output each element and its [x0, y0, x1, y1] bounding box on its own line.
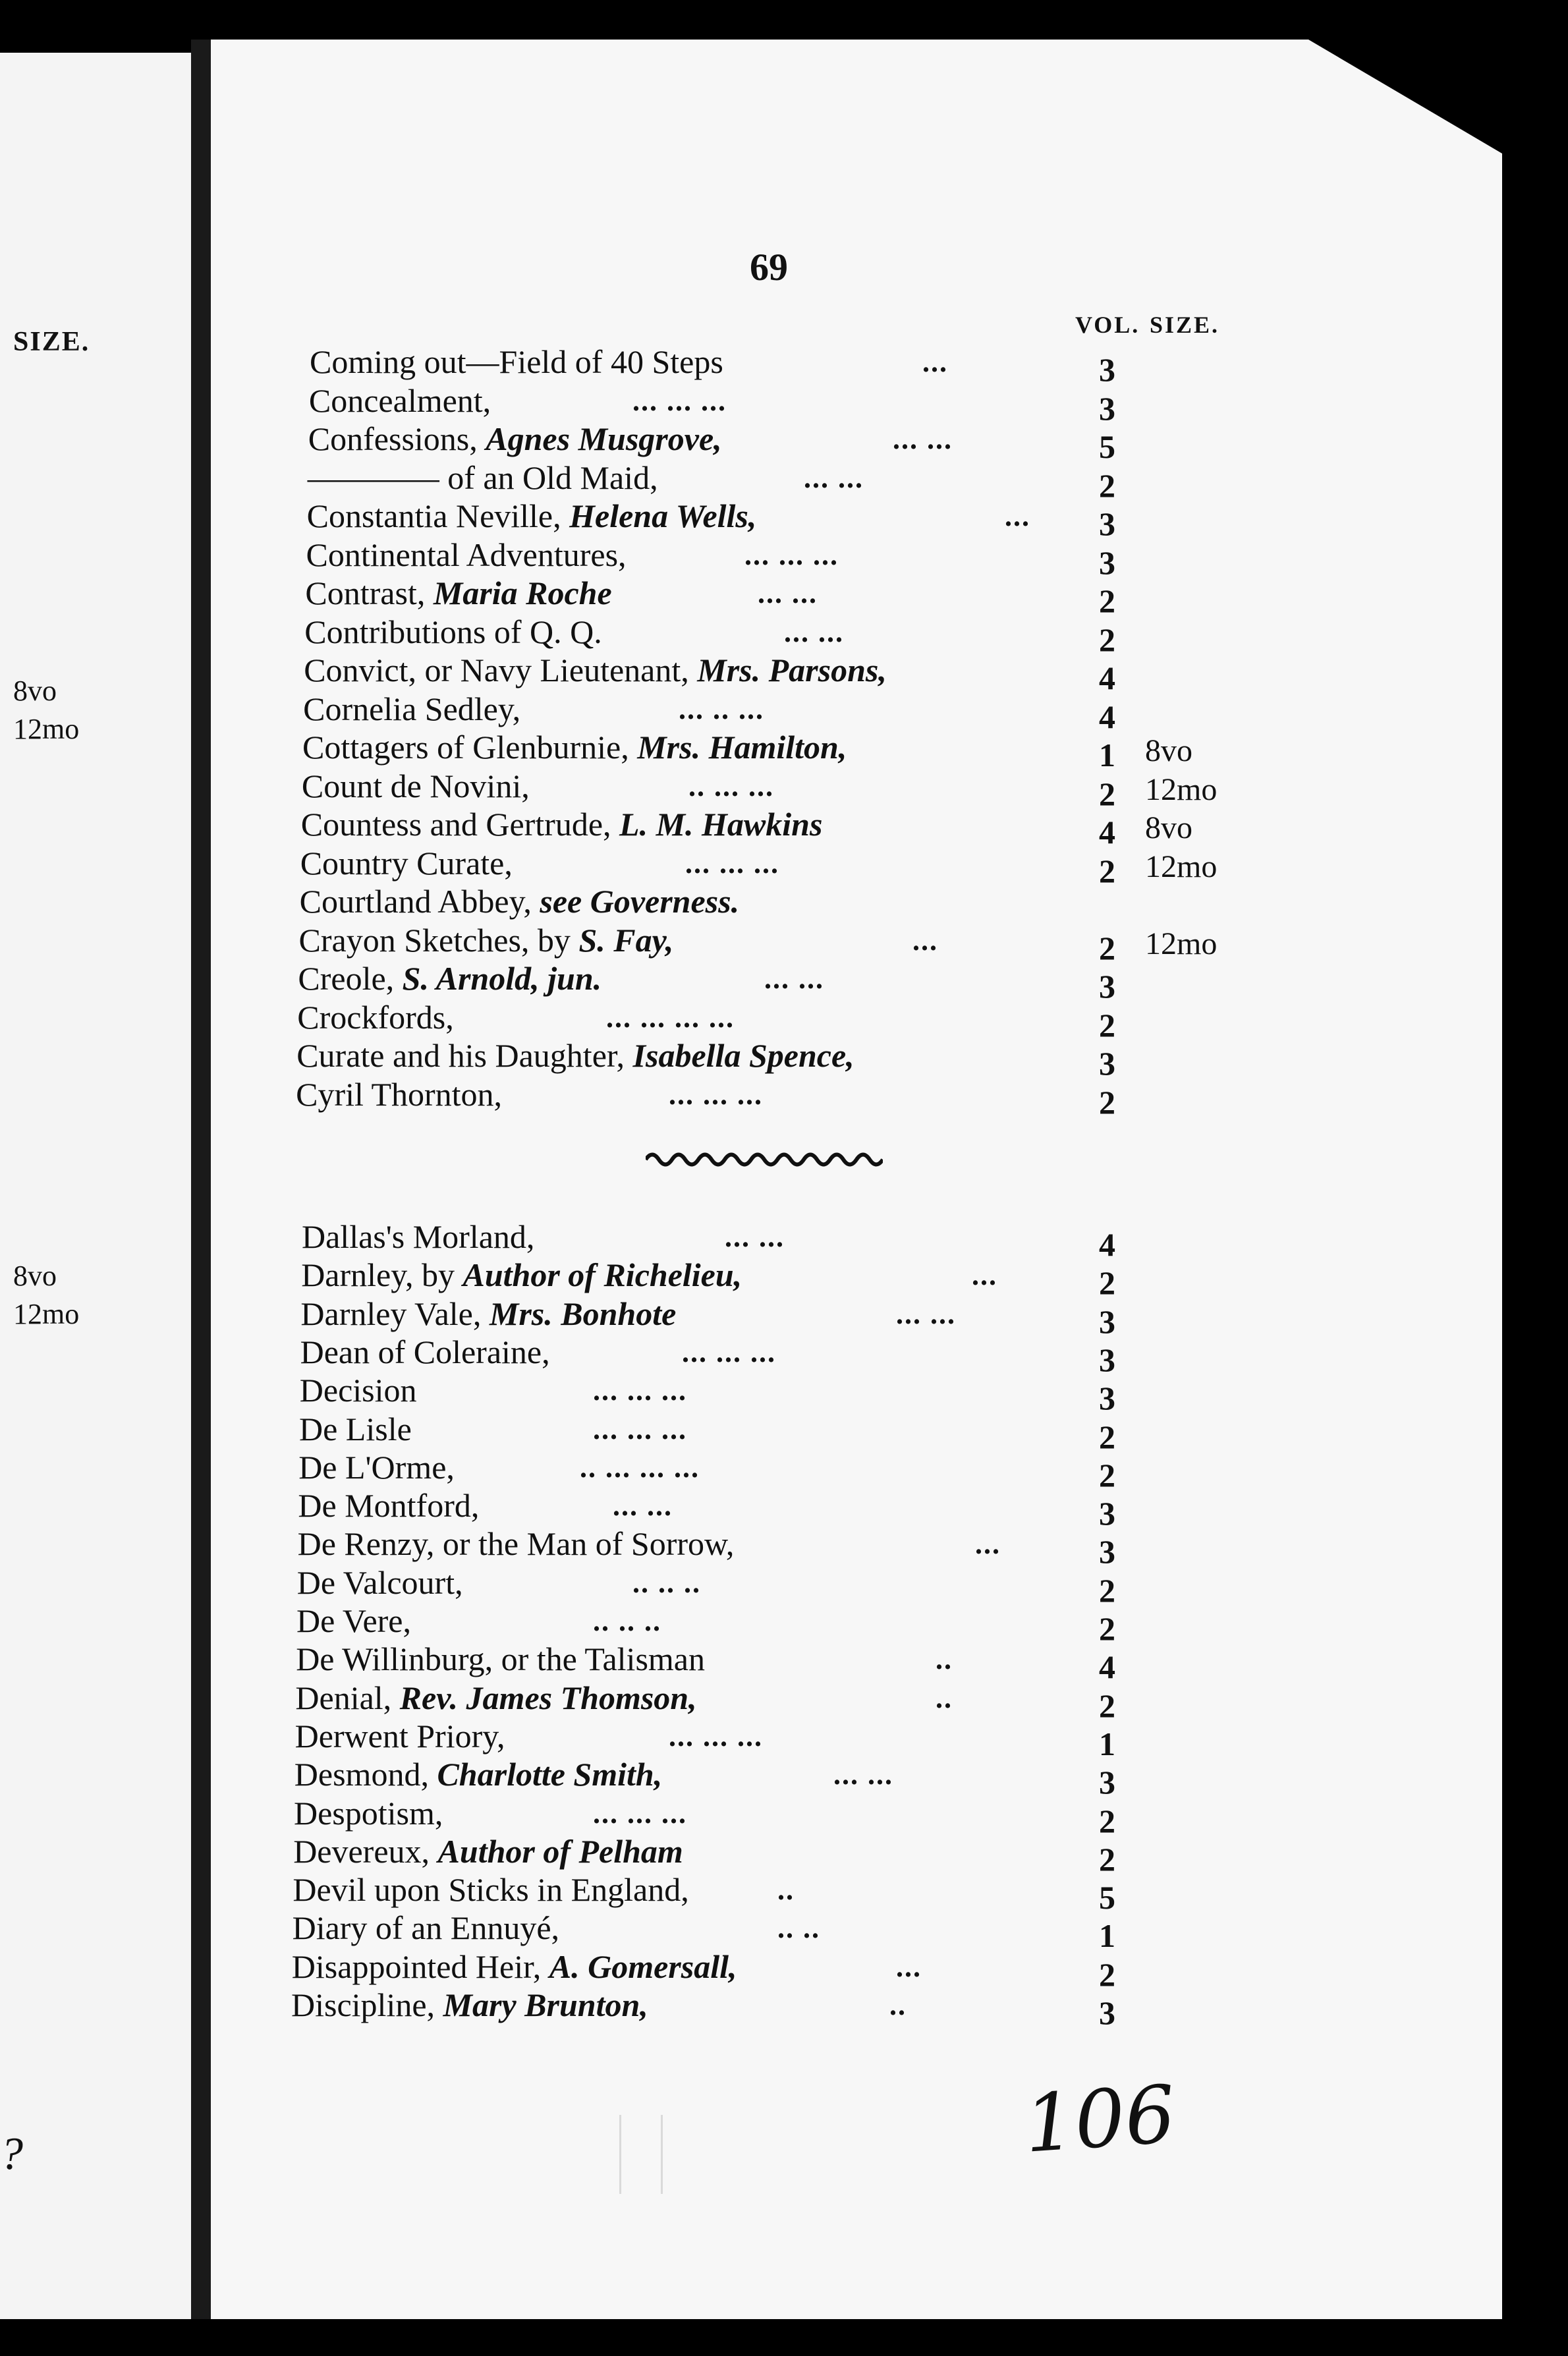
catalog-entry — [0, 381, 1568, 427]
entry-volumes: 3 — [1099, 1380, 1115, 1417]
entry-author: Author of Pelham — [437, 1832, 683, 1870]
entry-title — [298, 959, 602, 997]
entry-size: 8vo — [1145, 810, 1192, 845]
entry-title — [300, 1295, 676, 1333]
catalog-entry — [0, 1909, 1568, 1955]
entry-volumes: 1 — [1099, 1917, 1115, 1955]
entry-title — [300, 1371, 417, 1409]
entry-title-text: Curate and his Daughter, — [296, 1037, 633, 1074]
entry-title-text: Confessions, — [308, 420, 486, 457]
leader-dots: ... ... — [896, 1297, 956, 1330]
entry-title-text: Crayon Sketches, by — [298, 921, 579, 959]
entry-title-text: Continental Adventures, — [306, 536, 627, 573]
catalog-entry — [0, 1679, 1568, 1724]
entry-title — [298, 1448, 455, 1486]
entry-author: Agnes Musgrove, — [486, 420, 722, 457]
entry-volumes: 2 — [1099, 1418, 1115, 1455]
entry-author: Mrs. Parsons, — [697, 652, 887, 688]
entry-title-text: Discipline, — [291, 1986, 443, 2023]
entry-author: Maria Roche — [433, 575, 612, 611]
entry-title — [303, 690, 520, 728]
entry-title — [294, 1755, 662, 1793]
entry-title — [300, 882, 740, 920]
catalog-entry — [0, 1870, 1568, 1917]
entry-author: S. Fay, — [578, 921, 674, 959]
entry-volumes: 4 — [1099, 1648, 1115, 1686]
leader-dots: .. — [777, 1874, 795, 1907]
entry-volumes: 2 — [1099, 1456, 1115, 1494]
entry-volumes: 2 — [1099, 929, 1115, 967]
entry-title — [300, 1333, 550, 1371]
entry-title-text: Dallas's Morland, — [302, 1218, 535, 1255]
entry-author: Rev. James Thomson, — [399, 1679, 697, 1716]
entry-title — [308, 459, 658, 497]
entry-title — [298, 1525, 735, 1563]
leader-dots: ... ... — [833, 1758, 893, 1791]
entry-title — [306, 536, 627, 574]
catalog-entry — [0, 844, 1568, 889]
catalog-entry — [0, 767, 1568, 812]
entry-volumes: 3 — [1099, 351, 1115, 388]
leader-dots: ... ... ... — [669, 1078, 763, 1111]
leader-dots: ... ... ... — [682, 1335, 776, 1368]
entry-volumes: 2 — [1099, 1610, 1115, 1647]
entry-size: 12mo — [1145, 771, 1218, 807]
entry-size: 12mo — [1145, 849, 1218, 884]
entry-title-text: Despotism, — [294, 1794, 443, 1832]
left-size-header: SIZE. — [13, 327, 90, 357]
entry-volumes: 3 — [1099, 389, 1115, 427]
entry-title — [299, 1410, 412, 1448]
entry-volumes: 3 — [1099, 505, 1115, 542]
leader-dots: ... — [922, 346, 948, 378]
entry-author: A. Gomersall, — [549, 1948, 737, 1985]
entry-volumes: 3 — [1099, 968, 1115, 1005]
entry-title — [291, 1986, 648, 2024]
entry-title-text: Convict, or Navy Lieutenant, — [304, 652, 698, 688]
leader-dots: ... ... — [784, 615, 844, 648]
left-margin-glyph: ? — [0, 2129, 23, 2179]
leader-dots: ... ... ... — [593, 1374, 687, 1407]
entry-volumes: 3 — [1099, 1045, 1115, 1082]
entry-title — [302, 728, 847, 766]
catalog-entry — [0, 1256, 1568, 1302]
catalog-entry — [0, 1218, 1568, 1263]
entry-title — [299, 921, 674, 959]
catalog-entry — [0, 1295, 1568, 1340]
leader-dots: ... — [896, 1950, 922, 1983]
faint-stamp-mark — [619, 2115, 663, 2194]
entry-title — [301, 1256, 742, 1294]
entry-title-text: Coming out—Field of 40 Steps — [310, 343, 723, 380]
entry-title — [304, 613, 602, 651]
entry-title-text: Crockfords, — [297, 998, 454, 1036]
leader-dots: ... ... — [893, 423, 953, 455]
entry-author: Isabella Spence, — [632, 1037, 854, 1074]
entry-volumes: 4 — [1099, 814, 1115, 851]
catalog-entry — [0, 805, 1568, 851]
catalog-entry — [0, 921, 1568, 967]
entry-volumes: 2 — [1099, 466, 1115, 504]
catalog-entry — [0, 1371, 1568, 1417]
entry-title — [302, 1218, 534, 1256]
entry-volumes: 2 — [1099, 621, 1115, 658]
catalog-entry — [0, 1986, 1568, 2031]
catalog-entry — [0, 1640, 1568, 1686]
entry-volumes: 3 — [1099, 1495, 1115, 1532]
catalog-entry — [0, 497, 1568, 542]
entry-title-text: Derwent Priory, — [294, 1717, 505, 1754]
entry-title-text: De Renzy, or the Man of Sorrow, — [297, 1525, 735, 1563]
page-number: 69 — [750, 246, 788, 289]
entry-title-text: Dean of Coleraine, — [300, 1333, 550, 1370]
catalog-entry — [0, 420, 1568, 465]
entry-title — [296, 1075, 502, 1113]
leader-dots: ... — [975, 1528, 1001, 1561]
entry-volumes: 2 — [1099, 1264, 1115, 1302]
entry-title — [295, 1717, 505, 1755]
leader-dots: ... ... ... — [632, 384, 727, 417]
entry-title-text: De Montford, — [298, 1487, 480, 1525]
entry-volumes: 3 — [1099, 544, 1115, 581]
entry-title — [305, 574, 611, 612]
column-header-vol: VOL. — [1075, 312, 1140, 338]
entry-title — [296, 1602, 411, 1640]
catalog-entry — [0, 536, 1568, 581]
entry-title-text: Constantia Neville, — [306, 497, 570, 534]
entry-volumes: 1 — [1099, 1725, 1115, 1762]
entry-title-text: Concealment, — [308, 381, 491, 419]
entry-volumes: 2 — [1099, 852, 1115, 889]
entry-title-text: Darnley Vale, — [300, 1295, 490, 1332]
leader-dots: .. ... ... ... — [580, 1451, 700, 1484]
section-ornament — [646, 1146, 883, 1173]
left-format: 8vo — [13, 1260, 57, 1292]
leader-dots: ... ... — [613, 1490, 673, 1523]
entry-title — [293, 1870, 688, 1909]
catalog-entry — [0, 1486, 1568, 1532]
entry-title-text: De Vere, — [296, 1602, 411, 1639]
entry-title-text: Cyril Thornton, — [296, 1075, 503, 1113]
catalog-entry — [0, 613, 1568, 658]
leader-dots: .. .. .. — [632, 1566, 701, 1599]
catalog-entry — [0, 1036, 1568, 1082]
leader-dots: ... — [912, 924, 938, 957]
catalog-entry — [0, 1410, 1568, 1455]
entry-volumes: 3 — [1099, 1764, 1115, 1801]
entry-author: S. Arnold, jun. — [402, 960, 602, 997]
catalog-entry — [0, 728, 1568, 773]
entry-title — [295, 1679, 696, 1717]
entry-title-text: Cornelia Sedley, — [303, 690, 521, 727]
leader-dots: .. — [936, 1681, 953, 1714]
entry-volumes: 4 — [1099, 659, 1115, 696]
catalog-entry — [0, 882, 1568, 920]
entry-author: Helena Wells, — [569, 497, 757, 534]
leader-dots: .. — [936, 1643, 953, 1676]
entry-volumes: 5 — [1099, 1879, 1115, 1917]
leader-dots: ... ... — [764, 963, 824, 995]
entry-volumes: 2 — [1099, 1802, 1115, 1839]
entry-volumes: 2 — [1099, 1955, 1115, 1993]
entry-title — [307, 497, 757, 535]
catalog-entry — [0, 1075, 1568, 1121]
catalog-entry — [0, 459, 1568, 504]
entry-author: Mrs. Hamilton, — [637, 729, 847, 766]
leader-dots: ... ... — [725, 1221, 785, 1253]
entry-volumes: 4 — [1099, 1226, 1115, 1263]
entry-title-text: Desmond, — [294, 1756, 437, 1793]
entry-title — [300, 844, 513, 882]
entry-title-text: Creole, — [298, 960, 403, 997]
entry-title-text: Devereux, — [293, 1832, 438, 1870]
entry-title — [292, 1948, 737, 1986]
catalog-entry — [0, 1717, 1568, 1762]
entry-author: Charlotte Smith, — [437, 1756, 663, 1793]
leader-dots: .. .. .. — [593, 1605, 661, 1637]
entry-title — [293, 1909, 559, 1947]
entry-title-text: De Willinburg, or the Talisman — [296, 1641, 705, 1678]
catalog-entry — [0, 574, 1568, 619]
leader-dots: ... ... ... — [669, 1720, 763, 1753]
entry-volumes: 2 — [1099, 1006, 1115, 1044]
entry-title-text: ———— of an Old Maid, — [307, 459, 658, 496]
entry-title — [296, 1640, 705, 1678]
entry-title — [293, 1832, 683, 1870]
entry-title — [304, 651, 887, 689]
entry-title-text: Contrast, — [305, 575, 434, 611]
entry-title-text: De Lisle — [299, 1410, 412, 1447]
entry-size: 12mo — [1145, 926, 1218, 961]
leader-dots: ... .. ... — [679, 692, 764, 725]
leader-dots: ... — [1005, 500, 1030, 532]
catalog-entry — [0, 1794, 1568, 1839]
catalog-entry — [0, 1602, 1568, 1647]
leader-dots: ... ... — [804, 461, 864, 494]
handwritten-number: 106 — [1021, 2069, 1179, 2171]
entry-title — [302, 767, 530, 805]
entry-title — [294, 1794, 443, 1832]
entry-volumes: 2 — [1099, 1571, 1115, 1609]
catalog-entry — [0, 1525, 1568, 1571]
entry-title-text: Cottagers of Glenburnie, — [302, 729, 638, 766]
entry-volumes: 3 — [1099, 1533, 1115, 1571]
entry-title — [297, 998, 453, 1036]
catalog-entry — [0, 1832, 1568, 1878]
entry-volumes: 4 — [1099, 698, 1115, 735]
catalog-entry — [0, 998, 1568, 1044]
entry-title-text: Countess and Gertrude, — [300, 806, 620, 843]
leader-dots: ... ... ... — [593, 1413, 687, 1445]
entry-title-text: Disappointed Heir, — [291, 1948, 549, 1985]
entry-title — [297, 1563, 463, 1602]
left-format: 12mo — [13, 713, 80, 745]
leader-dots: ... ... ... — [685, 847, 779, 880]
entry-title-text: De Valcourt, — [296, 1563, 463, 1601]
leader-dots: .. ... ... — [688, 770, 774, 802]
entry-title-text: Courtland Abbey, — [299, 883, 540, 920]
entry-title — [308, 420, 722, 458]
entry-volumes: 2 — [1099, 775, 1115, 812]
entry-title-text: Contributions of Q. Q. — [304, 613, 602, 650]
entry-author: see Governess. — [540, 883, 740, 920]
left-format: 12mo — [13, 1298, 80, 1330]
catalog-entry — [0, 959, 1568, 1005]
entry-title-text: Decision — [299, 1372, 417, 1409]
entry-volumes: 3 — [1099, 1341, 1115, 1378]
catalog-entry — [0, 1948, 1568, 1993]
leader-dots: ... — [972, 1259, 997, 1292]
entry-volumes: 2 — [1099, 1687, 1115, 1724]
entry-volumes: 2 — [1099, 1840, 1115, 1878]
entry-author: Author of Richelieu, — [462, 1256, 742, 1294]
entry-title-text: Denial, — [295, 1679, 400, 1716]
entry-author: Mary Brunton, — [443, 1986, 648, 2023]
leader-dots: ... ... ... — [593, 1797, 687, 1830]
leader-dots: .. — [889, 1989, 907, 2021]
entry-volumes: 1 — [1099, 737, 1115, 773]
entry-title — [309, 381, 491, 420]
entry-title — [296, 1036, 854, 1075]
leader-dots: .. .. — [777, 1912, 820, 1945]
catalog-entry — [0, 1563, 1568, 1609]
entry-volumes: 2 — [1099, 582, 1115, 619]
entry-title-text: Devil upon Sticks in England, — [293, 1871, 689, 1909]
leader-dots: ... ... ... — [744, 538, 839, 571]
entry-title-text: Count de Novini, — [301, 767, 530, 804]
entry-title-text: De L'Orme, — [298, 1448, 455, 1486]
entry-volumes: 2 — [1099, 1083, 1115, 1121]
entry-title-text: Darnley, by — [301, 1256, 463, 1294]
entry-title — [310, 343, 723, 381]
entry-title-text: Diary of an Ennuyé, — [292, 1909, 560, 1947]
catalog-entry — [0, 1448, 1568, 1494]
catalog-entry — [0, 1333, 1568, 1378]
entry-volumes: 3 — [1099, 1303, 1115, 1340]
entry-author: Mrs. Bonhote — [489, 1295, 677, 1332]
leader-dots: ... ... ... ... — [606, 1001, 735, 1034]
column-header-size: SIZE. — [1150, 312, 1220, 338]
entry-volumes: 3 — [1099, 1994, 1115, 2031]
entry-title-text: Country Curate, — [300, 844, 513, 882]
left-format: 8vo — [13, 675, 57, 707]
entry-title — [298, 1486, 479, 1525]
entry-author: L. M. Hawkins — [619, 806, 823, 843]
catalog-entry — [0, 343, 1568, 388]
catalog-entry — [0, 1755, 1568, 1801]
entry-title — [301, 805, 823, 843]
entry-size: 8vo — [1145, 733, 1192, 768]
leader-dots: ... ... — [758, 577, 818, 609]
entry-volumes: 5 — [1099, 428, 1115, 465]
